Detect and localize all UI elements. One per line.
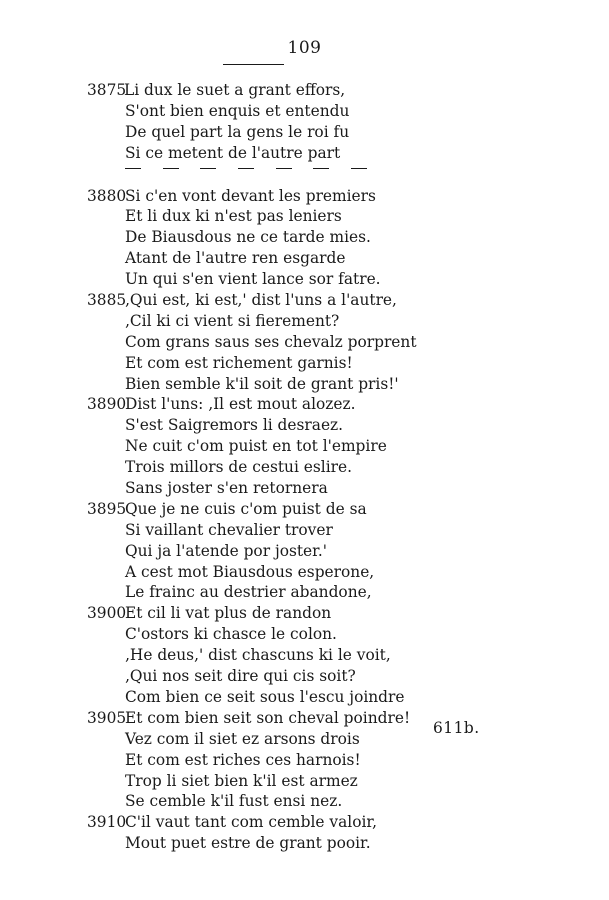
verse-text: ‚He deus,' dist chascuns ki le voit, bbox=[125, 646, 391, 665]
verse-text: ‚Cil ki ci vient si fierement? bbox=[125, 311, 340, 330]
folio-margin-note: 611b. bbox=[433, 719, 480, 737]
verse-text: ‚Qui est, ki est,' dist l'uns a l'autre, bbox=[125, 291, 397, 310]
verse-text: Dist l'uns: ‚Il est mout alozez. bbox=[125, 395, 356, 414]
verse-line bbox=[0, 415, 609, 436]
verse-text: Vez com il siet ez arsons drois bbox=[125, 729, 360, 748]
dash bbox=[351, 168, 367, 169]
verse-text: Si c'en vont devant les premiers bbox=[125, 186, 376, 205]
verse-line bbox=[0, 729, 609, 750]
verse-text: De quel part la gens le roi fu bbox=[125, 122, 350, 141]
verse-line bbox=[0, 499, 609, 520]
line-number: 3910 bbox=[87, 813, 127, 832]
line-number: 3885 bbox=[87, 291, 127, 310]
verse-text: A cest mot Biausdous esperone, bbox=[125, 562, 375, 581]
dash bbox=[276, 168, 292, 169]
verse-line bbox=[0, 457, 609, 478]
verse-text: C'ostors ki chasce le colon. bbox=[125, 625, 337, 644]
verse-text: Trop li siet bien k'il est armez bbox=[125, 771, 358, 790]
verse-line bbox=[0, 750, 609, 771]
verse-line bbox=[0, 603, 609, 624]
ellipsis-dashes bbox=[125, 168, 367, 169]
page-number-underline bbox=[223, 64, 284, 65]
verse-line bbox=[0, 164, 609, 186]
line-number: 3895 bbox=[87, 499, 127, 518]
verse-text: Qui ja l'atende por joster.' bbox=[125, 541, 327, 560]
verse-text: Et cil li vat plus de randon bbox=[125, 604, 332, 623]
verse-text: Sans joster s'en retornera bbox=[125, 479, 328, 498]
verse-line bbox=[0, 520, 609, 541]
verse-line bbox=[0, 708, 609, 729]
verse-line bbox=[0, 248, 609, 269]
dash bbox=[200, 168, 216, 169]
verse-text: Le frainc au destrier abandone, bbox=[125, 583, 372, 602]
verse-text: C'il vaut tant com cemble valoir, bbox=[125, 813, 377, 832]
verse-line bbox=[0, 562, 609, 583]
line-number: 3880 bbox=[87, 186, 127, 205]
line-number: 3900 bbox=[87, 604, 127, 623]
verse-line bbox=[0, 143, 609, 164]
verse-line bbox=[0, 541, 609, 562]
verse-line bbox=[0, 478, 609, 499]
verse-text: Et com est richement garnis! bbox=[125, 353, 353, 372]
line-number: 3890 bbox=[87, 395, 127, 414]
verse-line bbox=[0, 833, 609, 854]
verse-line bbox=[0, 332, 609, 353]
verse-text: Un qui s'en vient lance sor fatre. bbox=[125, 270, 381, 289]
verse-line bbox=[0, 791, 609, 812]
verse-text: Que je ne cuis c'om puist de sa bbox=[125, 499, 367, 518]
verse-line bbox=[0, 687, 609, 708]
verse-line bbox=[0, 812, 609, 833]
dash bbox=[125, 168, 141, 169]
verse-text: Atant de l'autre ren esgarde bbox=[125, 249, 346, 268]
page-number: 109 bbox=[287, 38, 322, 58]
verse-text: Et com est riches ces harnois! bbox=[125, 750, 361, 769]
verse-line bbox=[0, 353, 609, 374]
verse-text: Com grans saus ses chevalz porprent bbox=[125, 332, 417, 351]
verse-line bbox=[0, 227, 609, 248]
verse-line bbox=[0, 374, 609, 395]
verse-text: Si vaillant chevalier trover bbox=[125, 520, 333, 539]
verse-line bbox=[0, 122, 609, 143]
verse-line bbox=[0, 206, 609, 227]
verse-line bbox=[0, 771, 609, 792]
dash bbox=[313, 168, 329, 169]
verse-text: ‚Qui nos seit dire qui cis soit? bbox=[125, 667, 356, 686]
verse-text: S'est Saigremors li desraez. bbox=[125, 416, 344, 435]
verse-text: S'ont bien enquis et entendu bbox=[125, 101, 350, 120]
verse-text: Se cemble k'il fust ensi nez. bbox=[125, 792, 343, 811]
verse-line bbox=[0, 186, 609, 207]
verse-line bbox=[0, 80, 609, 101]
verse-text: Et com bien seit son cheval poindre! bbox=[125, 708, 411, 727]
verse-text: Com bien ce seit sous l'escu joindre bbox=[125, 687, 405, 706]
dash bbox=[163, 168, 179, 169]
verse-text: Bien semble k'il soit de grant pris!' bbox=[125, 374, 399, 393]
line-number: 3905 bbox=[87, 708, 127, 727]
verse-line bbox=[0, 624, 609, 645]
verse-line bbox=[0, 394, 609, 415]
verse-line bbox=[0, 645, 609, 666]
verse-line bbox=[0, 101, 609, 122]
verse-line bbox=[0, 436, 609, 457]
verse-text: Si ce metent de l'autre part bbox=[125, 143, 341, 162]
verse-text: Trois millors de cestui eslire. bbox=[125, 458, 352, 477]
verse-text: Mout puet estre de grant pooir. bbox=[125, 834, 371, 853]
verse-line bbox=[0, 269, 609, 290]
verse-line bbox=[0, 666, 609, 687]
dash bbox=[238, 168, 254, 169]
verse-text: Ne cuit c'om puist en tot l'empire bbox=[125, 437, 387, 456]
verse-line bbox=[0, 290, 609, 311]
verse-text: De Biausdous ne ce tarde mies. bbox=[125, 228, 371, 247]
verse-text: Li dux le suet a grant effors, bbox=[124, 81, 346, 99]
verse-line bbox=[0, 582, 609, 603]
verse-text: Et li dux ki n'est pas leniers bbox=[125, 207, 342, 226]
verse-line bbox=[0, 311, 609, 332]
line-number: 3875 bbox=[87, 81, 127, 99]
verse-lines bbox=[0, 80, 609, 854]
